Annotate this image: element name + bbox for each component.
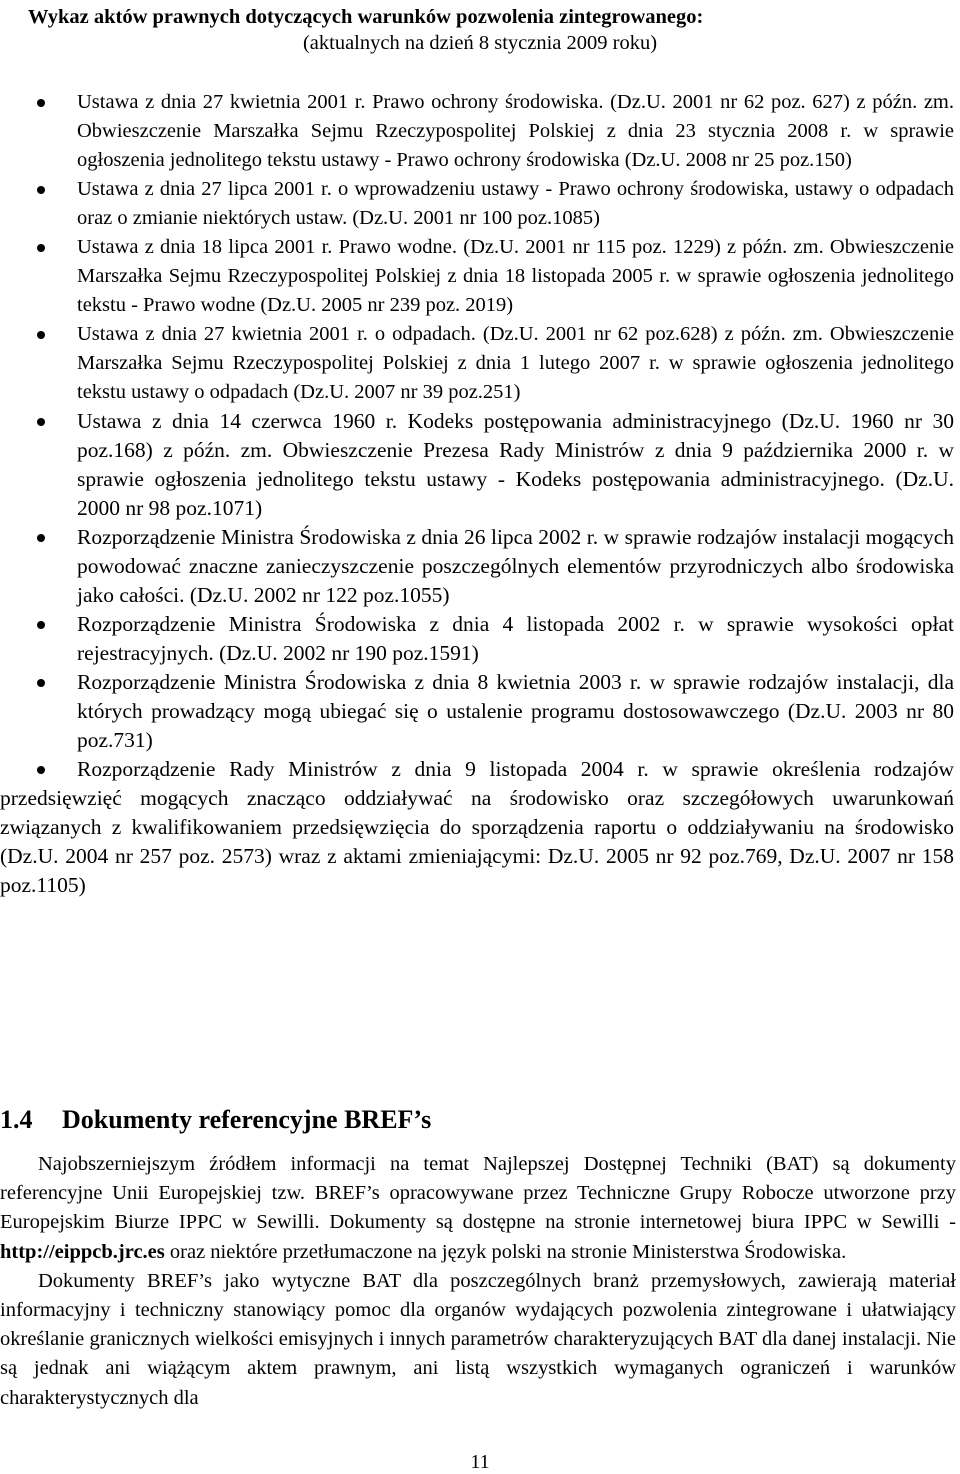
list-item-text: Ustawa z dnia 27 lipca 2001 r. o wprowadzeniu ustawy - Prawo ochrony środowiska, ustawy o odpadach oraz o zmianie niektórych ustaw. (Dz.U. 2001 nr 100 poz.1085) — [77, 178, 954, 229]
list-item — [0, 175, 960, 233]
list-item-text: Rozporządzenie Rady Ministrów z dnia 9 listopada 2004 r. w sprawie określenia rodzajów przedsięwzięć mogących znacząco oddziaływać na środowisko oraz szczegółowych uwarunkowań związanych z kwalifikowaniem przedsięwzięcia do sporządzenia raportu o oddziaływaniu na środowisko (Dz.U. 2004 nr 257 poz. 2573) wraz z aktami zmieniającymi: Dz.U. 2005 nr 92 poz.769, Dz.U. 2007 nr 158 poz.1105) — [0, 757, 954, 897]
paragraph — [0, 1150, 956, 1267]
bullet-icon — [36, 233, 46, 262]
list-item — [0, 610, 960, 668]
list-item-text: Ustawa z dnia 18 lipca 2001 r. Prawo wodne. (Dz.U. 2001 nr 115 poz. 1229) z późn. zm. Obwieszczenie Marszałka Sejmu Rzeczypospolitej Polskiej z dnia 18 listopada 2005 r. w sprawie ogłoszenia jednolitego tekstu - Prawo wodne (Dz.U. 2005 nr 239 poz. 2019) — [77, 236, 954, 316]
page-number: 11 — [470, 1451, 490, 1473]
section-heading — [0, 1103, 960, 1137]
bullet-icon — [36, 407, 46, 436]
legal-acts-list — [0, 88, 960, 900]
page-subtitle: (aktualnych na dzień 8 stycznia 2009 roku) — [302, 32, 658, 54]
paragraph-text: Najobszerniejszym źródłem informacji na temat Najlepszej Dostępnej Techniki (BAT) są dokumenty referencyjne Unii Europejskiej tzw. BREF’s opracowywane przez Techniczne Grupy Robocze utworzone przy Europejskim Biurze IPPC w Sewilli. Dokumenty są dostępne na stronie internetowej biura IPPC w Sewilli - — [0, 1153, 956, 1234]
list-item-text: Rozporządzenie Ministra Środowiska z dnia 26 lipca 2002 r. w sprawie rodzajów instalacji mogących powodować znaczne zanieczyszczenie poszczególnych elementów przyrodniczych albo środowiska jako całości. (Dz.U. 2002 nr 122 poz.1055) — [77, 525, 954, 607]
bullet-icon — [36, 88, 46, 117]
list-item-text: Ustawa z dnia 27 kwietnia 2001 r. o odpadach. (Dz.U. 2001 nr 62 poz.628) z późn. zm. Obwieszczenie Marszałka Sejmu Rzeczypospolitej Polskiej z dnia 1 lutego 2007 r. w sprawie ogłoszenia jednolitego tekstu ustawy o odpadach (Dz.U. 2007 nr 39 poz.251) — [77, 323, 954, 403]
bullet-icon — [36, 668, 46, 697]
list-item-text: Rozporządzenie Ministra Środowiska z dnia 4 listopada 2002 r. w sprawie wysokości opłat rejestracyjnych. (Dz.U. 2002 nr 190 poz.1591) — [77, 612, 954, 665]
section-body — [0, 1150, 956, 1413]
list-item — [0, 233, 960, 320]
list-item — [0, 88, 960, 175]
bullet-icon — [36, 175, 46, 204]
bullet-icon — [36, 755, 46, 784]
section-number: 1.4 — [0, 1105, 33, 1134]
list-item — [0, 320, 960, 407]
page-title: Wykaz aktów prawnych dotyczących warunków pozwolenia zintegrowanego: — [28, 6, 704, 28]
bullet-icon — [36, 320, 46, 349]
list-item-text: Ustawa z dnia 14 czerwca 1960 r. Kodeks postępowania administracyjnego (Dz.U. 1960 nr 30 poz.168) z późn. zm. Obwieszczenie Prezesa Rady Ministrów z dnia 9 października 2000 r. w sprawie ogłoszenia jednolitego tekstu ustawy - Kodeks postępowania administracyjnego. (Dz.U. 2000 nr 98 poz.1071) — [77, 409, 954, 520]
list-item — [0, 668, 960, 755]
section-title: Dokumenty referencyjne BREF’s — [62, 1105, 432, 1134]
list-item-text: Ustawa z dnia 27 kwietnia 2001 r. Prawo ochrony środowiska. (Dz.U. 2001 nr 62 poz. 627) z późn. zm. Obwieszczenie Marszałka Sejmu Rzeczypospolitej Polskiej z dnia 23 stycznia 2008 r. w sprawie ogłoszenia jednolitego tekstu ustawy - Prawo ochrony środowiska (Dz.U. 2008 nr 25 poz.150) — [77, 91, 954, 171]
list-item-text: Rozporządzenie Ministra Środowiska z dnia 8 kwietnia 2003 r. w sprawie rodzajów instalacji, dla których prowadzący mogą ubiegać się o ustalenie programu dostosowawczego (Dz.U. 2003 nr 80 poz.731) — [77, 670, 954, 752]
bullet-icon — [36, 523, 46, 552]
list-item — [0, 407, 960, 523]
paragraph-text: oraz niektóre przetłumaczone na język polski na stronie Ministerstwa Środowiska. — [164, 1240, 847, 1263]
list-item — [0, 755, 960, 900]
list-item — [0, 523, 960, 610]
eippcb-link[interactable]: http://eippcb.jrc.es — [0, 1240, 165, 1263]
paragraph: Dokumenty BREF’s jako wytyczne BAT dla poszczególnych branż przemysłowych, zawierają materiał informacyjny i techniczny stanowiący pomoc dla organów wydających pozwolenia zintegrowane i ułatwiający określanie granicznych wielkości emisyjnych i innych parametrów charakteryzujących BAT dla danej instalacji. Nie są jednak ani wiążącym aktem prawnym, ani listą wszystkich wymaganych ograniczeń i warunków charakterystycznych dla — [0, 1269, 956, 1409]
bullet-icon — [36, 610, 46, 639]
